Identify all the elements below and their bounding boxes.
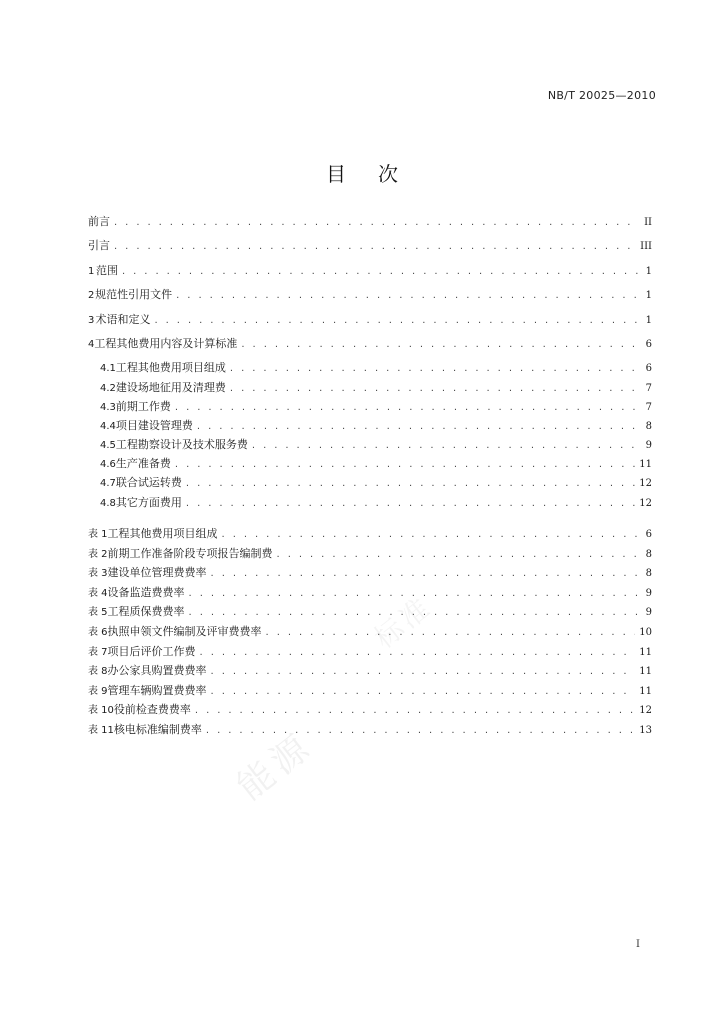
toc-entry-page: 12 [639, 478, 652, 490]
toc-entry[interactable] [88, 264, 652, 288]
toc-entry-label: 役前检查费费率 [113, 703, 191, 717]
toc-entry-label: 办公家具购置费费率 [107, 664, 207, 678]
toc-entry-label: 工程其他费用内容及计算标准 [94, 336, 238, 350]
toc-entry-page: 8 [645, 568, 652, 580]
toc-entry[interactable] [88, 457, 652, 476]
toc-entry-number: 表 5 [88, 607, 108, 619]
toc-entry-label: 其它方面费用 [115, 495, 182, 509]
toc-main-list [88, 215, 652, 515]
toc-entry-page: 7 [645, 401, 652, 413]
toc-leader-dots [176, 289, 638, 303]
toc-entry-label: 执照申领文件编制及评审费费率 [107, 624, 262, 638]
toc-entry-page: 11 [639, 646, 652, 658]
toc-entry[interactable] [88, 605, 652, 625]
toc-entry-label: 建设场地征用及清理费 [115, 380, 226, 394]
toc-entry-number: 表 2 [88, 548, 108, 560]
toc-leader-dots [154, 314, 638, 328]
toc-entry[interactable] [88, 723, 652, 743]
standard-code: NB/T 20025—2010 [547, 89, 656, 102]
toc-leader-dots [277, 548, 638, 562]
toc-leader-dots [252, 439, 638, 453]
toc-entry-number: 表 3 [88, 568, 108, 580]
toc-entry-page: 10 [639, 626, 652, 638]
toc-entry[interactable] [88, 288, 652, 312]
toc-entry-page: 6 [645, 338, 652, 350]
toc-leader-dots [175, 401, 638, 415]
toc-entry-number: 4.2 [100, 382, 116, 394]
toc-leader-dots [122, 265, 638, 279]
toc-entry-label: 范围 [95, 263, 118, 277]
toc-entry-page: 9 [645, 607, 652, 619]
toc-entry-label: 引言 [88, 239, 110, 253]
toc-entry-number: 表 6 [88, 626, 108, 638]
toc-entry-label: 前期工作费 [115, 399, 171, 413]
toc-entry-label: 管理车辆购置费费率 [107, 683, 207, 697]
toc-entry-number: 4.7 [100, 478, 116, 490]
toc-leader-dots [200, 646, 636, 660]
toc-entry[interactable] [88, 313, 652, 337]
toc-entry-page: 12 [639, 497, 652, 509]
toc-entry-label: 工程其他费用项目组成 [107, 527, 218, 540]
toc-entry-number: 4 [88, 338, 95, 350]
toc-entry[interactable] [88, 547, 652, 567]
toc-entry-number: 表 9 [88, 685, 108, 697]
toc-entry[interactable] [88, 476, 652, 495]
toc-entry[interactable] [88, 361, 652, 380]
toc-leader-dots [114, 240, 636, 254]
toc-leader-dots [230, 362, 638, 376]
toc-entry-label: 规范性引用文件 [95, 288, 173, 302]
toc-entry[interactable] [88, 496, 652, 515]
toc-leader-dots [114, 216, 638, 230]
toc-entry-page: 1 [645, 290, 652, 302]
toc-leader-dots [266, 626, 636, 640]
toc-entry-number: 3 [88, 314, 95, 326]
toc-entry-page: III [640, 241, 652, 253]
toc-entry-page: 11 [639, 685, 652, 697]
toc-entry-page: 7 [645, 382, 652, 394]
toc-tables-list [88, 527, 652, 743]
toc-entry-page: 8 [645, 420, 652, 432]
toc-entry-number: 表 4 [88, 587, 108, 599]
toc-entry-number: 4.1 [100, 363, 116, 375]
toc-entry-number: 4.6 [100, 459, 116, 471]
watermark-small: 标准 [368, 589, 439, 655]
toc-leader-dots [211, 685, 636, 699]
toc-entry-page: 1 [645, 265, 652, 277]
toc-entry-label: 工程其他费用项目组成 [115, 361, 226, 375]
page-number: I [636, 939, 640, 950]
toc-entry[interactable] [88, 239, 652, 263]
toc-entry-number: 表 1 [88, 529, 108, 540]
toc-entry-label: 工程质保费费率 [107, 605, 185, 619]
toc-entry-page: 11 [639, 459, 652, 471]
toc-entry[interactable] [88, 645, 652, 665]
toc-entry-number: 4.5 [100, 440, 116, 452]
toc-entry-label: 前言 [88, 215, 110, 228]
toc-leader-dots [189, 587, 638, 601]
toc-leader-dots [195, 704, 635, 718]
toc-entry-page: 11 [639, 666, 652, 678]
toc-entry-page: 8 [645, 548, 652, 560]
toc-entry-number: 4.4 [100, 420, 116, 432]
toc-entry[interactable] [88, 337, 652, 361]
toc-entry[interactable] [88, 381, 652, 400]
toc-entry-page: 13 [639, 724, 652, 736]
toc-entry[interactable] [88, 703, 652, 723]
page-title: 目次 [326, 162, 430, 186]
toc-entry-page: 12 [639, 705, 652, 717]
toc-entry-label: 项目建设管理费 [115, 418, 193, 432]
toc-entry-label: 建设单位管理费费率 [107, 566, 207, 580]
toc-entry-label: 术语和定义 [95, 312, 151, 326]
toc-leader-dots [206, 724, 635, 738]
toc-leader-dots [211, 665, 636, 679]
toc-entry-number: 4.3 [100, 401, 116, 413]
toc-entry-number: 4.8 [100, 497, 116, 509]
toc-entry[interactable] [88, 215, 652, 239]
toc-entry-page: 6 [645, 529, 652, 540]
toc-entry-label: 前期工作准备阶段专项报告编制费 [107, 546, 273, 560]
toc-leader-dots [241, 338, 638, 352]
toc-entry[interactable] [88, 527, 652, 547]
toc-leader-dots [186, 477, 635, 491]
toc-entry[interactable] [88, 438, 652, 457]
toc-entry-number: 表 7 [88, 646, 108, 658]
toc-entry-label: 项目后评价工作费 [107, 644, 196, 658]
toc-entry-number: 2 [88, 290, 95, 302]
toc-leader-dots [197, 420, 638, 434]
toc-entry-number: 表 11 [88, 724, 114, 736]
toc-leader-dots [230, 382, 638, 396]
toc-leader-dots [189, 606, 638, 620]
toc-entry-page: 9 [645, 587, 652, 599]
toc-entry-label: 工程勘察设计及技术服务费 [115, 438, 248, 452]
toc-entry[interactable] [88, 684, 652, 704]
toc-leader-dots [175, 458, 635, 472]
toc-entry[interactable] [88, 566, 652, 586]
toc-entry-page: 6 [645, 363, 652, 375]
toc-entry[interactable] [88, 400, 652, 419]
toc-leader-dots [186, 497, 635, 511]
toc-leader-dots [222, 528, 638, 542]
toc-entry-number: 表 8 [88, 666, 108, 678]
toc-entry-page: 9 [645, 440, 652, 452]
toc-entry-number: 1 [88, 265, 95, 277]
toc-leader-dots [211, 567, 638, 581]
toc-entry[interactable] [88, 586, 652, 606]
toc-entry[interactable] [88, 419, 652, 438]
toc-entry[interactable] [88, 664, 652, 684]
toc-entry[interactable] [88, 625, 652, 645]
toc-entry-number: 表 10 [88, 705, 114, 717]
toc-entry-label: 生产准备费 [115, 457, 171, 471]
toc-entry-page: II [644, 217, 652, 228]
toc-entry-label: 核电标准编制费率 [113, 722, 202, 736]
watermark-large: 能源 [229, 724, 322, 809]
toc-entry-page: 1 [645, 314, 652, 326]
toc-entry-label: 联合试运转费 [115, 476, 182, 490]
toc-entry-label: 设备监造费费率 [107, 585, 185, 599]
